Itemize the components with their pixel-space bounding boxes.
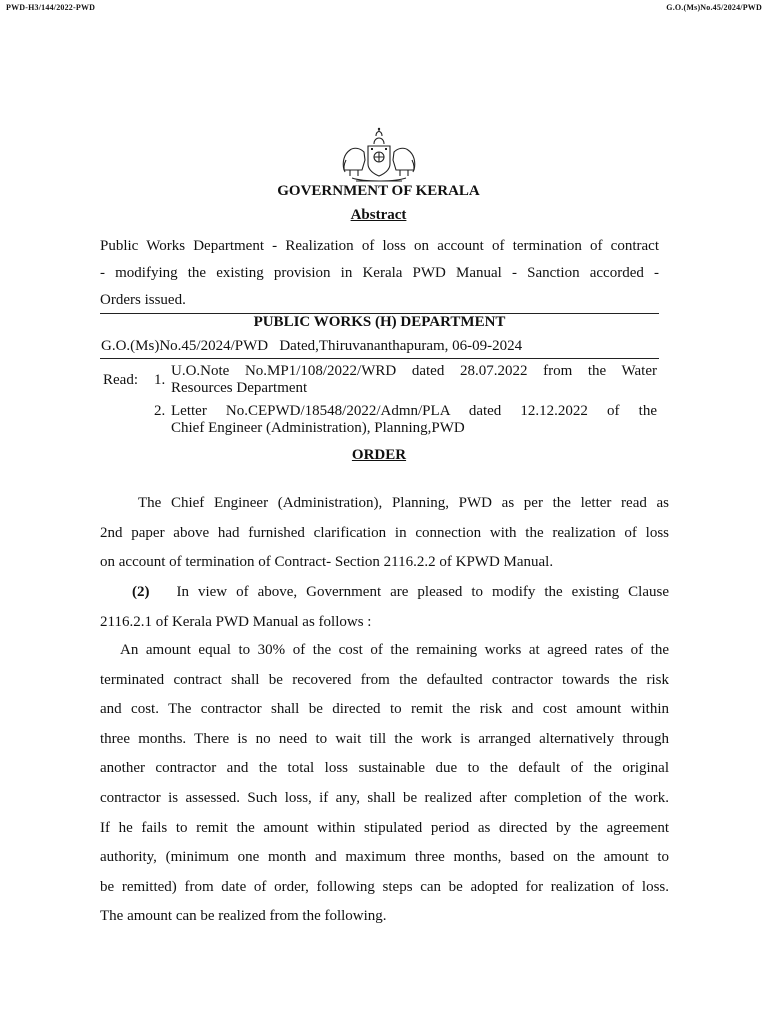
paragraph-line: If he fails to remit the amount within stipulated period as directed by the agreement [100, 819, 669, 836]
paragraph-line: 2nd paper above had furnished clarification in connection with the realization of loss [100, 524, 669, 541]
paragraph-line: another contractor and the total loss sustainable due to the default of the original [100, 760, 669, 777]
paragraph-line: be remitted) from date of order, following steps can be adopted for realization of loss. [100, 878, 669, 895]
paragraph-line: contractor is assessed. Such loss, if any, shall be realized after completion of the work. [100, 789, 669, 806]
file-reference: PWD-H3/144/2022-PWD [6, 3, 96, 12]
divider [100, 358, 659, 359]
go-reference: G.O.(Ms)No.45/2024/PWD [666, 3, 762, 12]
paragraph-line: The Chief Engineer (Administration), Planning, PWD as per the letter read as [138, 495, 669, 511]
abstract-heading: Abstract [350, 207, 407, 223]
subject-line: - modifying the existing provision in Kerala PWD Manual - Sanction accorded - [100, 265, 659, 281]
reference-item [171, 363, 657, 397]
reference-number: 1. [154, 372, 166, 388]
paragraph-line: and cost. The contractor shall be directed to remit the risk and cost amount within [100, 701, 669, 718]
order-paragraph-1 [100, 489, 669, 578]
paragraph-line: on account of termination of Contract- Section 2116.2.2 of KPWD Manual. [100, 554, 554, 571]
reference-line: Letter No.CEPWD/18548/2022/Admn/PLA dated 12.12.2022 of the [171, 403, 657, 419]
reference-item [171, 403, 657, 437]
order-paragraph-3 [100, 636, 669, 932]
reference-number: 2. [154, 403, 166, 419]
paragraph-text: In view of above, Government are pleased to modify the existing Clause [176, 584, 669, 600]
department-heading: PUBLIC WORKS (H) DEPARTMENT [253, 314, 506, 330]
paragraph-line: The amount can be realized from the following. [100, 908, 387, 925]
reference-line: Resources Department [171, 380, 308, 396]
subject-line: Orders issued. [100, 292, 186, 308]
reference-line: U.O.Note No.MP1/108/2022/WRD dated 28.07.2022 from the Water [171, 363, 657, 379]
paragraph-line: three months. There is no need to wait till the work is arranged alternatively through [100, 730, 669, 747]
reference-line: Chief Engineer (Administration), Planning,PWD [171, 420, 465, 436]
paragraph-line: 2116.2.1 of Kerala PWD Manual as follows : [100, 613, 372, 630]
paragraph-line: terminated contract shall be recovered from the defaulted contractor towards the risk [100, 671, 669, 688]
paragraph-line: authority, (minimum one month and maximum three months, based on the amount to [100, 849, 669, 866]
go-number-date: G.O.(Ms)No.45/2024/PWD Dated,Thiruvananthapuram, 06-09-2024 [101, 338, 523, 354]
paragraph-number: (2) [132, 584, 150, 600]
subject-paragraph [100, 233, 659, 314]
government-title: GOVERNMENT OF KERALA [277, 183, 480, 199]
paragraph-line: An amount equal to 30% of the cost of the remaining works at agreed rates of the [120, 642, 669, 658]
read-label: Read: [103, 372, 138, 388]
paragraph-line [100, 578, 669, 608]
kerala-state-emblem-icon [338, 126, 420, 184]
order-paragraph-2 [100, 578, 669, 637]
order-heading: ORDER [351, 447, 407, 463]
subject-line: Public Works Department - Realization of loss on account of termination of contract [100, 238, 659, 254]
